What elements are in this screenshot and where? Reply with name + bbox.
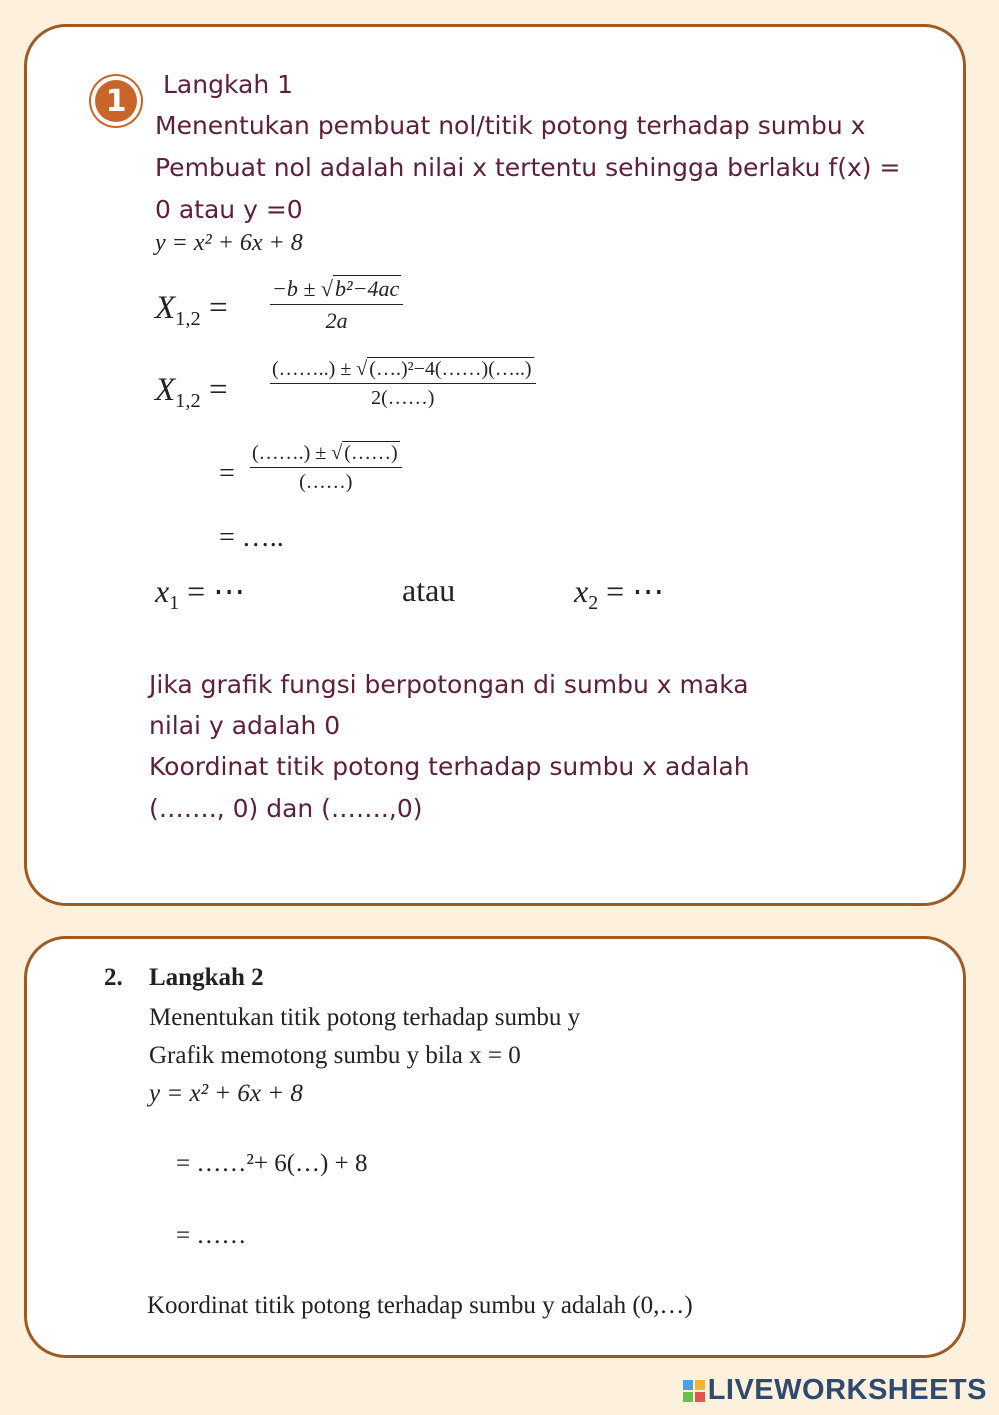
liveworksheets-logo — [683, 1374, 987, 1407]
x1-answer: $x_1$ = ⋯ — [155, 573, 246, 614]
logo-grid-icon — [683, 1380, 705, 1402]
atau-label: atau — [402, 572, 456, 608]
step2-number: 2. — [104, 964, 123, 991]
fill1-fraction: $\frac{\text{(……..) ± √ (….)²−4(……)(…..)}}{2(\dots\dots)}$ — [270, 358, 536, 410]
formula-lhs: $X_{1,2}$ = — [155, 290, 228, 331]
step2-substitution: = ……²+ 6(…) + 8 — [176, 1150, 368, 1177]
step2-conclusion: Koordinat titik potong terhadap sumbu y adalah (0,…) — [147, 1292, 693, 1319]
step2-equation: y = x² + 6x + 8 — [149, 1080, 303, 1107]
fill3-result: = ….. — [219, 522, 284, 553]
step2-title: Langkah 2 — [149, 964, 264, 991]
step1-note3: Koordinat titik potong terhadap sumbu x adalah — [149, 752, 750, 781]
x2-answer: $x_2$ = ⋯ — [574, 573, 665, 614]
step1-note2: nilai y adalah 0 — [149, 711, 341, 740]
step1-note4: (……., 0) dan (…….,0) — [149, 794, 423, 823]
fill2-fraction: (…….) ± √ (……) (……) — [250, 442, 402, 494]
brand-name: LIVEWORKSHEETS — [707, 1374, 987, 1406]
step2-line1: Menentukan titik potong terhadap sumbu y — [149, 1004, 581, 1031]
fill2-eq: = — [219, 458, 235, 489]
step1-note1: Jika grafik fungsi berpotongan di sumbu x maka — [149, 670, 749, 699]
step1-title: Langkah 1 — [163, 70, 294, 99]
step1-equation: y = x² + 6x + 8 — [155, 230, 303, 256]
fill1-lhs: $X_{1,2}$ = — [155, 372, 228, 413]
step1-line3: 0 atau y =0 — [155, 195, 303, 224]
quadratic-formula: $\frac{\text{−b ± √b²−4ac}}{2a}$ — [270, 276, 403, 334]
step2-result: = …… — [176, 1222, 247, 1249]
step1-line2: Pembuat nol adalah nilai x tertentu sehingga berlaku f(x) = — [155, 153, 901, 182]
step1-line1: Menentukan pembuat nol/titik potong terhadap sumbu x — [155, 111, 866, 140]
step1-badge: 1 — [91, 76, 141, 126]
step2-line2: Grafik memotong sumbu y bila x = 0 — [149, 1042, 521, 1069]
